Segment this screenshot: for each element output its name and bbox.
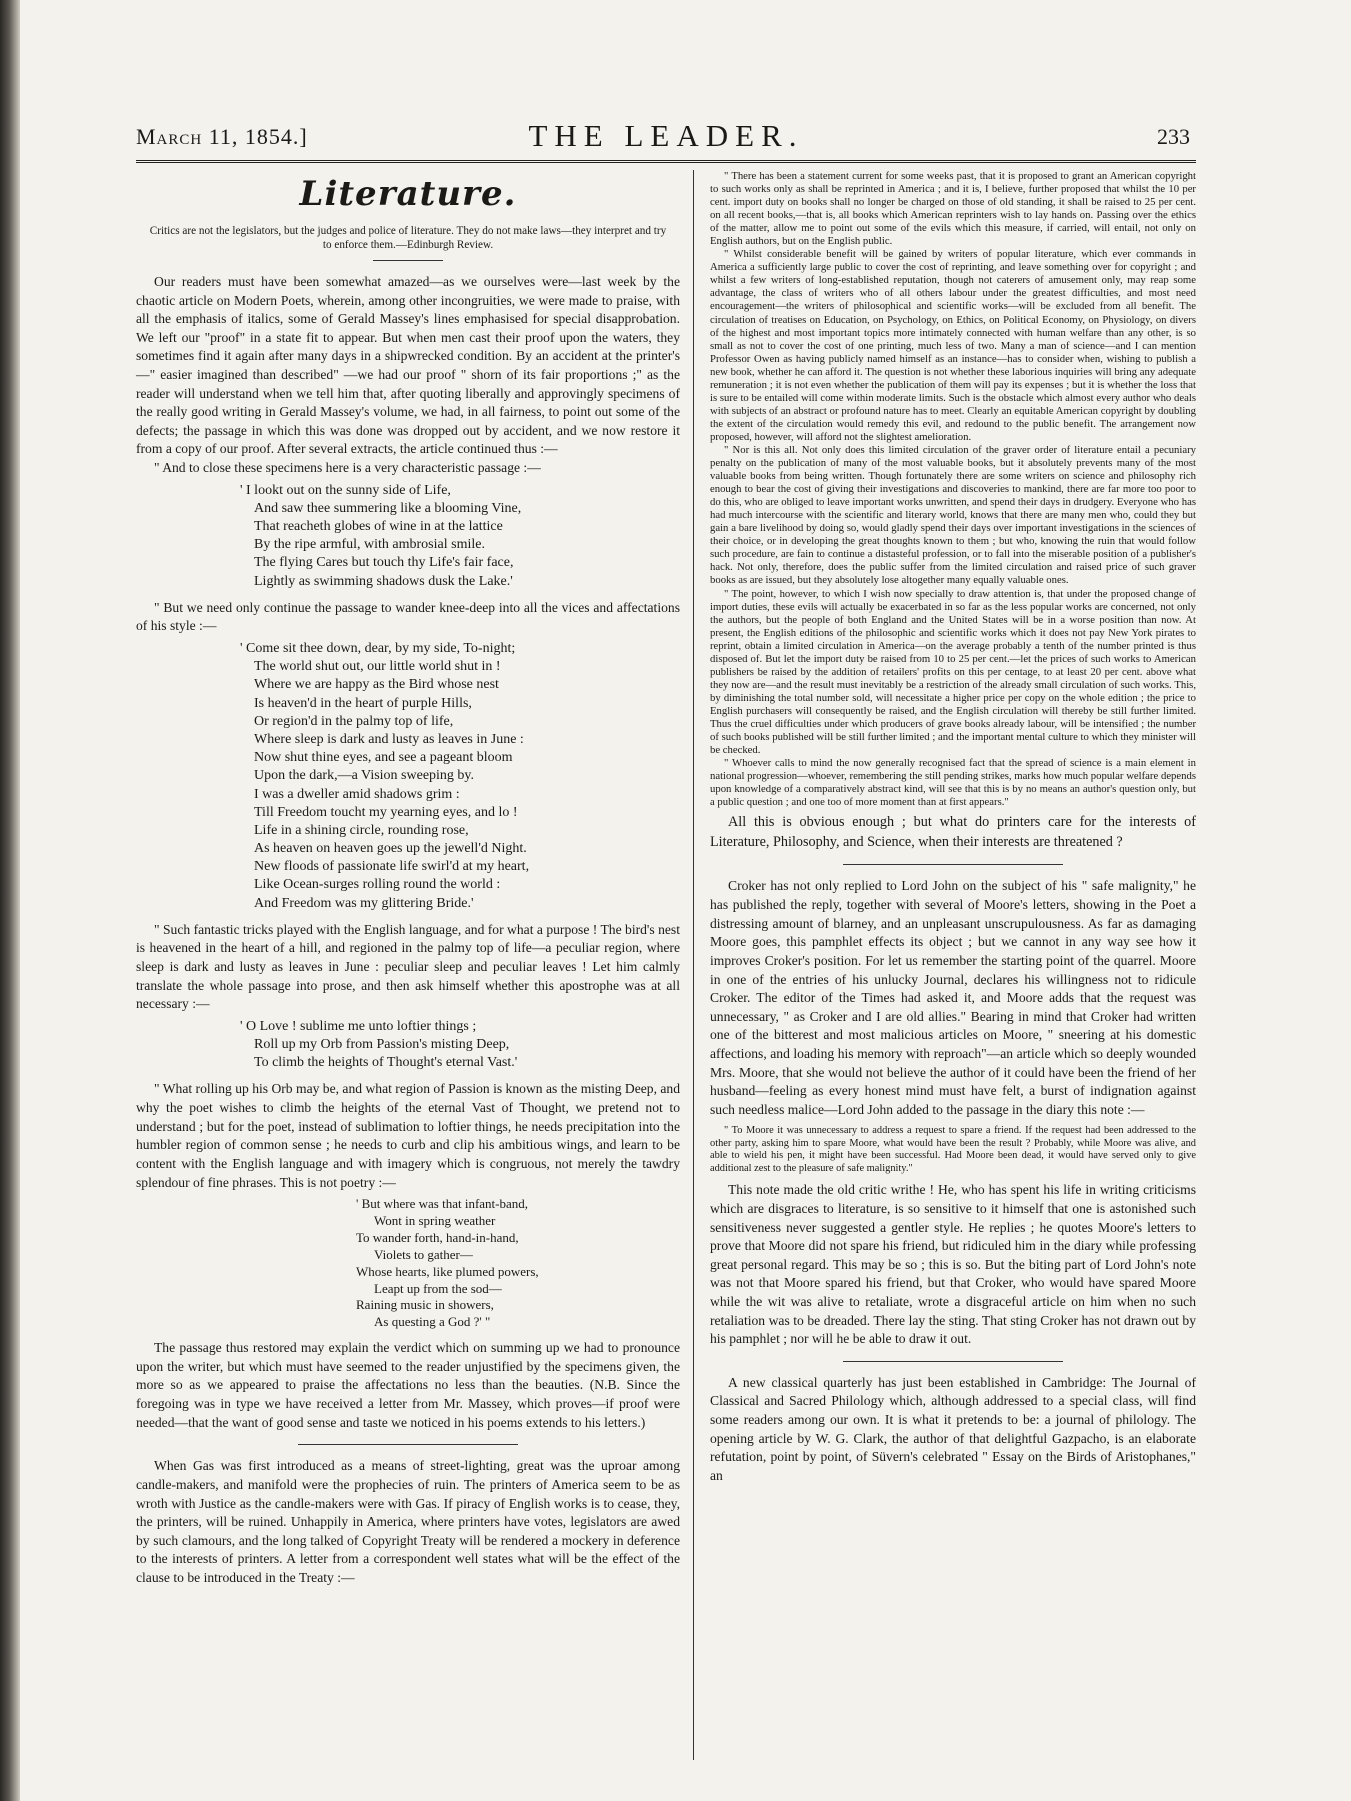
paragraph: " There has been a statement current for some weeks past, that it is proposed to grant an American copyright to such works only as shall be reprinted in America ; and it is, I believe, further proposed that whilst the 10 per cent. import duty on books shall no longer be charged on those of old standing, it shall be raised to 25 per cent. on all recent books,—that is, all books which American reprinters wish to lay hands on. Passing over the ethics of the matter, allow me to point out some of the evils which this measure, if carried, will entail, not only on English authors, but on the English public. [710, 170, 1196, 248]
commentary [710, 813, 1196, 852]
paragraph: " Such fantastic tricks played with the English language, and for what a purpose ! The bird's nest is heavened in the heart of a hill, and regioned in the palmy top of life—a peculiar region, where sleep is dark and lusty as leaves in June : peculiar sleep and peculiar leaves ! Let him calmly translate the whole passage into prose, and then ask himself whether this apostrophe was at all necessary :— [136, 921, 680, 1012]
verse-line: That reacheth globes of wine in at the lattice [254, 519, 503, 535]
article-copyright-treaty [136, 1457, 680, 1587]
binding-edge [0, 0, 20, 1801]
verse-line: The flying Cares but touch thy Life's fair face, [254, 555, 514, 571]
verse-line: ' Come sit thee down, dear, by my side, To-night; [240, 641, 516, 657]
section-motto: Critics are not the legislators, but the judges and police of literature. They do not make laws—they interpret and try to enforce them.—Edinburgh Review. [149, 225, 667, 251]
divider [843, 1361, 1063, 1362]
paragraph: A new classical quarterly has just been established in Cambridge: The Journal of Classical and Sacred Philology which, although addressed to a special class, will find some readers among our own. It is what it pretends to be: a journal of philology. The opening article by W. G. Clark, the author of that delightful Gazpacho, is an elaborate refutation, point by point, of Süvern's celebrated " Essay on the Birds of Aristophanes," an [710, 1374, 1196, 1483]
verse-block [240, 482, 680, 591]
verse-block [240, 1018, 680, 1073]
article-classical-quarterly [710, 1374, 1196, 1486]
masthead [136, 118, 1196, 163]
newspaper-page [136, 118, 1196, 1585]
paragraph: This note made the old critic writhe ! He, who has spent his life in writing criticisms which are disgraces to literature, is so sensitive to it himself that one is astonished such sensitiveness never suggested a gentler style. He replies ; he quotes Moore's letters to prove that Moore did not spare his friend, but ridiculed him in the diary while professing great personal regard. This may be so ; this is so. But the biting part of Lord John's note was not that Moore spared his friend, but that Croker, who would have spared Moore while the wit was alive to retaliate, wrote a disgraceful article on him when no such retaliation was to be dreaded. There lay the sting. That sting Croker has not drawn out by his pamphlet ; nor will he be able to draw it out. [710, 1182, 1196, 1347]
paragraph: " And to close these specimens here is a very characteristic passage :— [154, 460, 541, 476]
issue-date: March 11, 1854.] [136, 124, 308, 149]
verse-line: New floods of passionate life swirl'd at my heart, [254, 859, 530, 875]
verse-line: Now shut thine eyes, and see a pageant bloom [254, 750, 513, 766]
verse-line: Is heaven'd in the heart of purple Hills, [254, 695, 472, 711]
paragraph: All this is obvious enough ; but what do printers care for the interests of Literature, Philosophy, and Science, when their interests are threatened ? [710, 814, 1196, 850]
verse-line: As questing a God ?' " [374, 1314, 491, 1330]
verse-line: Upon the dark,—a Vision sweeping by. [254, 768, 475, 784]
verse-line: To climb the heights of Thought's eternal Vast.' [254, 1055, 518, 1071]
quoted-note [710, 1125, 1196, 1175]
paragraph: " But we need only continue the passage to wander knee-deep into all the vices and affectations of his style :— [136, 599, 680, 634]
verse-line: ' But where was that infant-band, [356, 1196, 529, 1212]
verse-line: By the ripe armful, with ambrosial smile. [254, 537, 485, 553]
verse-line: Or region'd in the palmy top of life, [254, 713, 454, 729]
verse-line: As heaven on heaven goes up the jewell'd Night. [254, 841, 527, 857]
article-modern-poets [136, 273, 680, 1432]
verse-line: To wander forth, hand-in-hand, [356, 1229, 519, 1245]
verse-line: Wont in spring weather [374, 1213, 496, 1229]
paragraph: " Whilst considerable benefit will be gained by writers of popular literature, which ever commands in America a sufficiently large public to cover the cost of reprinting, and leave something over for copyright ; and whilst a few writers of long-established reputation, though not caterers of amusement only, may reap some advantage, the class of writers who of all others labour under the greatest difficulties, and most need encouragement—the writers of philosophical and scientific works—will be excluded from all benefit. The circulation of treatises on Education, on Psychology, on Ethics, on Political Economy, on Physiology, on divers of the highest and most important topics more intimately connected with human welfare than any other, is so small as not to cover the cost of one printing, much less of two. Many a man of science—and I can mention Professor Owen as having publicly named himself as an instance—has to consider when, wishing to publish a new book, whether he can afford it. The question is not whether these laborious inquiries will bring any adequate remuneration ; it is not even whether the publication of them will pay its expenses ; but it is whether the loss that is sure to be entailed will come within moderate limits. Such is the obstacle which almost every author who deals with subjects of an abstract or profound nature has to meet. Clearly an equitable American copyright by doubling the extent of the circulation would remedy this evil, and redound to the public benefit. The arrangement now proposed, however, will afford not the slightest amelioration. [710, 248, 1196, 443]
section-title: Literature. [299, 174, 517, 214]
verse-line: Life in a shining circle, rounding rose, [254, 822, 469, 838]
verse-line: Raining music in showers, [356, 1297, 494, 1313]
verse-line: Where sleep is dark and lusty as leaves in June : [254, 731, 524, 747]
verse-line: And saw thee summering like a blooming Vine, [254, 500, 522, 516]
divider [843, 864, 1063, 865]
paragraph: " Whoever calls to mind the now generally recognised fact that the spread of science is a main element in national progression—whoever, remembering the still pending strikes, marks how much popular welfare depends upon knowledge of a comparatively abstract kind, will see that this is by no means an author's question only, but a public question ; and one too of more moment than at first appears." [710, 757, 1196, 809]
verse-line: Lightly as swimming shadows dusk the Lake.' [254, 573, 513, 589]
paragraph: " To Moore it was unnecessary to address a request to spare a friend. If the request had been addressed to the other party, asking him to spare Moore, what would have been the result ? Probably, while Moore was alive, and able to wield his pen, it might have been successful. Had Moore been dead, it would have served only to give additional zest to the pleasure of safe malignity." [710, 1125, 1196, 1174]
article-croker [710, 877, 1196, 1119]
page-number: 233 [1157, 124, 1190, 149]
verse-line: Till Freedom toucht my yearning eyes, and lo ! [254, 804, 518, 820]
verse-block [240, 640, 680, 913]
quoted-letter [710, 170, 1196, 809]
verse-line: Where we are happy as the Bird whose nest [254, 677, 499, 693]
column-rule [693, 170, 694, 1760]
verse-line: Violets to gather— [374, 1246, 473, 1262]
left-column [136, 170, 680, 1588]
paragraph: Croker has not only replied to Lord John on the subject of his " safe malignity," he has published the reply, together with several of Moore's letters, showing in the Poet a distressing amount of blarney, and an unpleasant unscrupulousness. As far as damaging Moore goes, this pamphlet effects its object ; but we cannot in any way see how it improves Croker's position. For let us remember the starting point of the quarrel. Moore in one of the entries of his unlucky Journal, declares his willingness not to ridicule Croker. The editor of the Times had asked it, and Moore adds that the request was unnecessary, " as Croker and I are old allies." Bearing in mind that Croker had written one of the bitterest and most malicious articles on Moore, " sneering at his domestic affections, and loading his memory with reproach"—an article which so deeply wounded Mrs. Moore, that she would not believe the author of it could have been the friend of her husband—feeling as every honest mind must have felt, a burst of indignation against such needless malice—Lord John added to the passage in the diary this note :— [710, 878, 1196, 1117]
newspaper-title: THE LEADER. [528, 118, 804, 153]
paragraph: " The point, however, to which I wish now specially to draw attention is, that under the proposed change of import duties, these evils will actually be exacerbated in so far as the less popular works are concerned, not only the authors, but the people of both England and the United States will be in a worse position than now. At present, the English editions of the philosophic and scientific works which it does not pay New York pirates to reprint, obtain a limited circulation in America—on the average probably a tenth of the number printed is thus disposed of. But let the import duty be raised from 10 to 25 per cent.—let the prices of such works to American publishers be raised by the addition of retailers' profits on this per centage, to at least 20 per cent. above what they now are—and the result must inevitably be a restriction of the already small circulation of such works. This, by diminishing the total number sold, will necessitate a higher price per copy on the whole edition ; the price to English purchasers will consequently be raised, and the English circulation will thereby be still further limited. Thus the cruel difficulties under which producers of grave books already labour, will be intensified ; the number of such books published will be still further limited ; and the important mental culture to which they minister will be checked. [710, 587, 1196, 757]
verse-line: The world shut out, our little world shut in ! [254, 659, 501, 675]
verse-line: ' I lookt out on the sunny side of Life, [240, 482, 451, 498]
verse-line: ' O Love ! sublime me unto loftier things ; [240, 1018, 477, 1034]
paragraph: " What rolling up his Orb may be, and what region of Passion is known as the misting Deep, and why the poet wishes to climb the heights of the eternal Vast of Thought, we pretend not to understand ; but for the poet, instead of sublimation to loftier things, he needs precipitation into the humbler region of common sense ; he needs to curb and clip his ambitious wings, and learn to be content with the English language and with imagery which is congruous, not merely the tawdry splendour of fine phrases. This is not poetry :— [136, 1081, 680, 1190]
divider [373, 260, 443, 261]
verse-line: Leapt up from the sod— [374, 1280, 502, 1296]
paragraph: When Gas was first introduced as a means of street-lighting, great was the uproar among candle-makers, and manifold were the prophecies of ruin. The printers of America seem to be as wroth with Justice as the candle-makers were with Gas. If piracy of English works is to cease, they, the printers, will be ruined. Unhappily in America, where printers have votes, legislators are awed by such clamours, and the long talked of Copyright Treaty will be rendered a mockery in deference to the interests of printers. A letter from a correspondent well states what will be the effect of the clause to be introduced in the Treaty :— [136, 1458, 680, 1585]
verse-line: And Freedom was my glittering Bride.' [254, 895, 474, 911]
paragraph: The passage thus restored may explain the verdict which on summing up we had to pronounce upon the writer, but which must have seemed to the reader unjustified by the specimens given, the more so as we appeared to praise the affectations no less than the beauties. (N.B. Since the foregoing was in type we have received a letter from Mr. Massey, which proves—if proof were needed—that the want of good sense and taste we noticed in his poems extends to his letters.) [136, 1340, 680, 1430]
article-croker-cont [710, 1181, 1196, 1348]
paragraph: Our readers must have been somewhat amazed—as we ourselves were—last week by the chaotic article on Modern Poets, wherein, among other incongruities, we were made to praise, with all the emphasis of italics, some of Gerald Massey's lines emphasised for special disapprobation. We left our "proof" in a state fit to appear. But when men cast their proof upon the waters, they sometimes find it again after many days in a shipwrecked condition. By an accident at the printer's—" easier imagined than described" —we had our proof " shorn of its fair proportions ;" as the reader will understand when we tell him that, after quoting liberally and approvingly specimens of the really good writing in Gerald Massey's volume, we had, in all fairness, to point out some of the defects; the passage in which this was done was dropped out by accident, and we now restore it from a copy of our proof. After several extracts, the article continued thus :— [136, 274, 680, 457]
paragraph: " Nor is this all. Not only does this limited circulation of the graver order of literature entail a pecuniary penalty on the publication of many of the most valuable books, but it absolutely prevents many of the most valuable books from being written. Though fortunately there are some writers on science and philosophy rich enough to bear the cost of giving their investigations and discoveries to mankind, there are far more too poor to do this, who are obliged to leave important works unwritten, and spend their days in drudgery. Everyone who has had much intercourse with the scientific and literary world, knows that there are many men who, could they but gain a bare livelihood by doing so, would gladly spend their days over important investigations in the sciences of their choice, or in developing the great thoughts known to them ; but who, knowing the ruin that would follow such procedure, are fain to continue a distasteful profession, or to fall into the miserable position of a publisher's hack. Not only, therefore, does the public suffer from the limited circulation and raised price of such graver books as are issued, but they absolutely lose altogether many equally valuable ones. [710, 443, 1196, 587]
verse-line: Roll up my Orb from Passion's misting Deep, [254, 1037, 510, 1053]
verse-line: Whose hearts, like plumed powers, [356, 1263, 539, 1279]
verse-line: Like Ocean-surges rolling round the world : [254, 877, 501, 893]
verse-line: I was a dweller amid shadows grim : [254, 786, 460, 802]
divider [298, 1444, 518, 1445]
right-column [710, 170, 1196, 1485]
verse-block [356, 1196, 680, 1331]
